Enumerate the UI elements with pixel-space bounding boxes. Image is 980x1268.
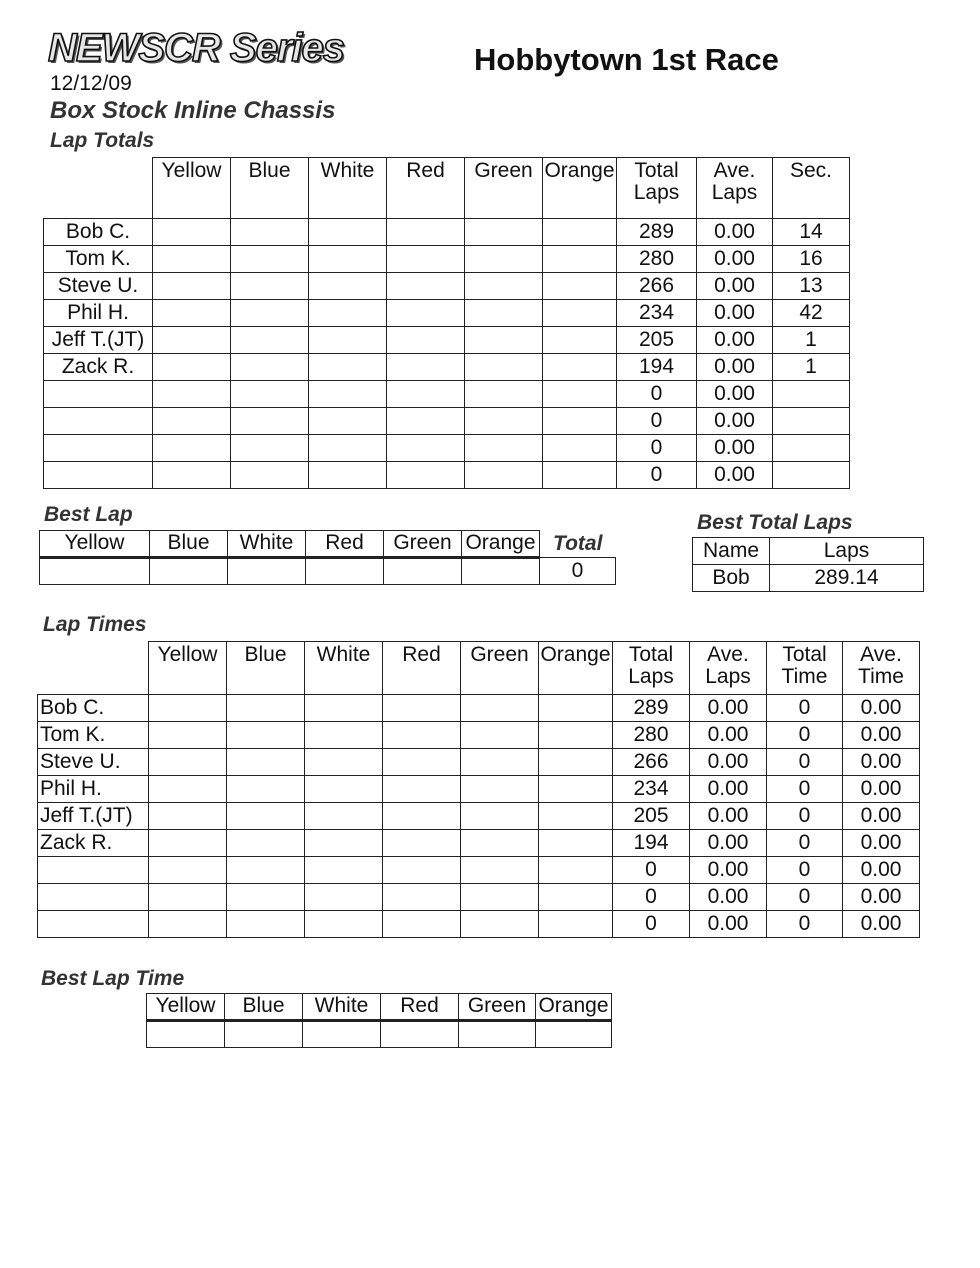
lap-cell [231,246,309,273]
lap-cell [387,327,465,354]
lap-time-cell [305,803,383,830]
lap-cell [387,246,465,273]
table-row [44,327,850,354]
lap-cell [387,354,465,381]
lap-time-cell [227,695,305,722]
total-time-cell: 0 [767,722,843,749]
racer-name [44,408,153,435]
ave-time-cell: 0.00 [843,722,920,749]
best-lap-time-cell [147,1021,225,1048]
table-row [38,803,920,830]
col-header-red: Red [381,994,459,1021]
lap-cell [543,327,617,354]
best-total-name-header: Name [693,538,770,565]
lap-times-label: Lap Times [43,613,147,636]
lap-cell [309,327,387,354]
col-header-orange: Orange [543,158,617,219]
total-time-cell: 0 [767,695,843,722]
lap-time-cell [305,722,383,749]
total-laps-cell: 205 [617,327,697,354]
lap-time-cell [227,749,305,776]
lap-time-cell [539,911,613,938]
lap-cell [231,462,309,489]
total-laps-cell: 280 [613,722,690,749]
ave-laps-cell: 0.00 [697,462,773,489]
total-time-cell: 0 [767,857,843,884]
total-value: 0 [540,558,616,585]
lap-time-cell [383,830,461,857]
lap-time-cell [149,749,227,776]
table-row [38,695,920,722]
total-laps-cell: 205 [613,803,690,830]
lap-cell [465,246,543,273]
lap-cell [153,408,231,435]
lap-cell [309,273,387,300]
racer-name: Bob C. [38,695,149,722]
ave-time-cell: 0.00 [843,803,920,830]
ave-time-cell: 0.00 [843,884,920,911]
best-total-laps-header: Laps [770,538,924,565]
lap-cell [153,327,231,354]
lap-time-cell [149,695,227,722]
lap-cell [231,327,309,354]
lap-cell [543,219,617,246]
racer-name: Phil H. [38,776,149,803]
total-laps-cell: 289 [613,695,690,722]
lap-cell [309,354,387,381]
lap-time-cell [539,722,613,749]
racer-name [44,381,153,408]
table-row [38,722,920,749]
lap-time-cell [149,884,227,911]
lap-time-cell [461,884,539,911]
lap-time-cell [149,803,227,830]
lap-time-cell [305,911,383,938]
racer-name [38,911,149,938]
lap-cell [387,300,465,327]
lap-cell [153,381,231,408]
lap-time-cell [461,776,539,803]
lap-cell [465,354,543,381]
lap-cell [309,435,387,462]
best-lap-cell [384,558,462,585]
lap-time-cell [149,857,227,884]
col-header-orange: Orange [539,642,613,695]
lap-cell [543,462,617,489]
best-lap-cell [306,558,384,585]
racer-name: Jeff T.(JT) [38,803,149,830]
lap-time-cell [539,803,613,830]
table-row [44,300,850,327]
total-laps-cell: 234 [617,300,697,327]
lap-time-cell [461,911,539,938]
total-time-cell: 0 [767,911,843,938]
lap-cell [387,273,465,300]
ave-laps-cell: 0.00 [697,327,773,354]
racer-name [38,884,149,911]
best-total-name-value: Bob [693,565,770,592]
lap-time-cell [305,830,383,857]
lap-cell [153,273,231,300]
lap-time-cell [461,749,539,776]
total-time-cell: 0 [767,803,843,830]
best-lap-cell [228,558,306,585]
col-header-white: White [228,531,306,558]
col-header-blue: Blue [231,158,309,219]
best-lap-time-cell [381,1021,459,1048]
table-row [38,830,920,857]
lap-cell [231,300,309,327]
col-header-total-laps: Total Laps [613,642,690,695]
best-lap-time-cell [225,1021,303,1048]
total-time-cell: 0 [767,749,843,776]
lap-cell [231,381,309,408]
lap-cell [153,354,231,381]
lap-time-cell [539,830,613,857]
lap-cell [465,381,543,408]
lap-cell [309,381,387,408]
total-laps-cell: 0 [617,381,697,408]
ave-time-cell: 0.00 [843,830,920,857]
total-time-cell: 0 [767,830,843,857]
ave-laps-cell: 0.00 [697,408,773,435]
table-row [38,749,920,776]
sec-cell [773,462,850,489]
lap-cell [231,354,309,381]
lap-cell [465,300,543,327]
lap-time-cell [227,911,305,938]
col-header-ave-time: Ave. Time [843,642,920,695]
lap-time-cell [539,776,613,803]
lap-cell [543,273,617,300]
total-laps-cell: 0 [613,911,690,938]
lap-cell [309,219,387,246]
lap-cell [543,408,617,435]
lap-time-cell [227,884,305,911]
col-header-orange: Orange [536,994,612,1021]
sec-cell [773,408,850,435]
col-header-yellow: Yellow [147,994,225,1021]
table-row [44,435,850,462]
lap-time-cell [383,803,461,830]
lap-time-cell [227,830,305,857]
lap-time-cell [227,776,305,803]
lap-time-cell [383,695,461,722]
best-lap-header-row [40,531,616,558]
col-header-white: White [309,158,387,219]
racer-name: Jeff T.(JT) [44,327,153,354]
ave-time-cell: 0.00 [843,857,920,884]
total-laps-cell: 280 [617,246,697,273]
lap-cell [543,354,617,381]
total-laps-cell: 0 [617,462,697,489]
ave-laps-cell: 0.00 [690,830,767,857]
table-row [38,911,920,938]
table-row [44,462,850,489]
lap-time-cell [149,830,227,857]
lap-time-cell [305,857,383,884]
lap-time-cell [539,884,613,911]
racer-name: Steve U. [38,749,149,776]
best-total-laps-table [692,537,924,592]
lap-time-cell [539,857,613,884]
col-header-yellow: Yellow [149,642,227,695]
table-row [38,857,920,884]
lap-totals-header-row [44,158,850,219]
col-header-sec: Sec. [773,158,850,219]
lap-time-cell [227,857,305,884]
col-header-green: Green [465,158,543,219]
total-time-cell: 0 [767,884,843,911]
col-header-red: Red [306,531,384,558]
lap-times-table [37,641,920,938]
lap-time-cell [461,695,539,722]
lap-time-cell [461,803,539,830]
col-header-green: Green [461,642,539,695]
col-header-total-laps: Total Laps [617,158,697,219]
table-row [44,354,850,381]
ave-laps-cell: 0.00 [690,911,767,938]
lap-time-cell [383,776,461,803]
ave-laps-cell: 0.00 [690,884,767,911]
best-lap-time-label: Best Lap Time [41,967,185,990]
ave-time-cell: 0.00 [843,695,920,722]
ave-time-cell: 0.00 [843,776,920,803]
col-header-yellow: Yellow [153,158,231,219]
best-lap-cell [150,558,228,585]
lap-cell [543,246,617,273]
race-class: Box Stock Inline Chassis [50,97,336,124]
total-laps-cell: 0 [613,857,690,884]
lap-cell [153,462,231,489]
lap-time-cell [539,695,613,722]
best-lap-time-table [146,993,612,1048]
lap-time-cell [305,884,383,911]
ave-laps-cell: 0.00 [697,354,773,381]
lap-time-cell [383,884,461,911]
lap-cell [231,408,309,435]
racer-name: Tom K. [44,246,153,273]
sec-cell: 14 [773,219,850,246]
lap-times-header-row [38,642,920,695]
race-title: Hobbytown 1st Race [474,42,779,77]
lap-time-cell [305,776,383,803]
lap-cell [543,435,617,462]
corner-blank [38,642,149,695]
lap-cell [387,381,465,408]
col-header-green: Green [459,994,536,1021]
best-lap-time-value-row [147,1021,612,1048]
best-lap-time-cell [303,1021,381,1048]
racer-name [38,857,149,884]
lap-cell [387,462,465,489]
lap-time-cell [149,911,227,938]
best-lap-cell [40,558,150,585]
col-header-total-time: Total Time [767,642,843,695]
ave-laps-cell: 0.00 [690,803,767,830]
total-laps-cell: 0 [613,884,690,911]
total-laps-cell: 289 [617,219,697,246]
lap-time-cell [383,911,461,938]
sec-cell: 1 [773,327,850,354]
total-time-cell: 0 [767,776,843,803]
lap-time-cell [461,722,539,749]
total-laps-cell: 194 [617,354,697,381]
col-header-orange: Orange [462,531,540,558]
ave-laps-cell: 0.00 [697,435,773,462]
racer-name [44,462,153,489]
sec-cell: 42 [773,300,850,327]
lap-time-cell [461,830,539,857]
ave-laps-cell: 0.00 [690,722,767,749]
total-laps-cell: 0 [617,435,697,462]
lap-cell [153,219,231,246]
race-date: 12/12/09 [50,72,132,95]
table-row [44,381,850,408]
lap-cell [309,408,387,435]
col-header-red: Red [387,158,465,219]
ave-laps-cell: 0.00 [690,857,767,884]
total-laps-cell: 266 [617,273,697,300]
ave-laps-cell: 0.00 [697,300,773,327]
table-row [38,884,920,911]
racer-name: Steve U. [44,273,153,300]
racer-name: Bob C. [44,219,153,246]
best-total-laps-value: 289.14 [770,565,924,592]
table-row [44,219,850,246]
lap-totals-label: Lap Totals [50,129,155,152]
lap-time-cell [383,722,461,749]
sec-cell: 1 [773,354,850,381]
total-laps-cell: 0 [617,408,697,435]
lap-time-cell [227,722,305,749]
total-laps-cell: 234 [613,776,690,803]
lap-time-cell [305,695,383,722]
best-lap-label: Best Lap [44,503,133,526]
corner-blank [44,158,153,219]
best-total-laps-label: Best Total Laps [697,511,853,534]
lap-cell [465,327,543,354]
col-header-ave-laps: Ave. Laps [690,642,767,695]
ave-laps-cell: 0.00 [690,749,767,776]
ave-laps-cell: 0.00 [697,381,773,408]
col-header-ave-laps: Ave. Laps [697,158,773,219]
lap-time-cell [305,749,383,776]
ave-laps-cell: 0.00 [690,776,767,803]
col-header-blue: Blue [150,531,228,558]
col-header-green: Green [384,531,462,558]
racer-name: Phil H. [44,300,153,327]
col-header-blue: Blue [225,994,303,1021]
lap-cell [387,435,465,462]
table-row [38,776,920,803]
sec-cell: 13 [773,273,850,300]
lap-cell [309,246,387,273]
best-lap-cell [462,558,540,585]
lap-time-cell [539,749,613,776]
lap-cell [465,408,543,435]
ave-laps-cell: 0.00 [697,273,773,300]
total-laps-cell: 194 [613,830,690,857]
col-header-white: White [303,994,381,1021]
lap-cell [465,462,543,489]
col-header-yellow: Yellow [40,531,150,558]
best-lap-value-row [40,558,616,585]
racer-name: Zack R. [44,354,153,381]
lap-cell [387,408,465,435]
lap-cell [465,273,543,300]
ave-laps-cell: 0.00 [690,695,767,722]
racer-name: Zack R. [38,830,149,857]
lap-cell [309,462,387,489]
col-header-white: White [305,642,383,695]
best-lap-time-cell [536,1021,612,1048]
lap-time-cell [149,776,227,803]
ave-time-cell: 0.00 [843,749,920,776]
col-header-red: Red [383,642,461,695]
table-row [44,408,850,435]
ave-time-cell: 0.00 [843,911,920,938]
table-row [44,273,850,300]
table-row [44,246,850,273]
lap-cell [309,300,387,327]
racer-name [44,435,153,462]
lap-time-cell [383,857,461,884]
lap-cell [153,246,231,273]
lap-cell [231,219,309,246]
lap-totals-table [43,157,850,489]
total-label: Total [540,531,616,558]
best-lap-time-cell [459,1021,536,1048]
total-laps-cell: 266 [613,749,690,776]
lap-cell [465,435,543,462]
lap-time-cell [383,749,461,776]
lap-cell [387,219,465,246]
series-title: NEWSCR Series [48,26,344,70]
ave-laps-cell: 0.00 [697,219,773,246]
lap-cell [231,435,309,462]
lap-time-cell [149,722,227,749]
lap-cell [543,381,617,408]
lap-cell [465,219,543,246]
best-lap-time-header-row [147,994,612,1021]
lap-time-cell [227,803,305,830]
best-lap-table [39,530,616,585]
ave-laps-cell: 0.00 [697,246,773,273]
lap-time-cell [461,857,539,884]
sec-cell [773,435,850,462]
racer-name: Tom K. [38,722,149,749]
lap-cell [153,300,231,327]
sec-cell [773,381,850,408]
sec-cell: 16 [773,246,850,273]
lap-cell [231,273,309,300]
lap-cell [153,435,231,462]
col-header-blue: Blue [227,642,305,695]
lap-cell [543,300,617,327]
